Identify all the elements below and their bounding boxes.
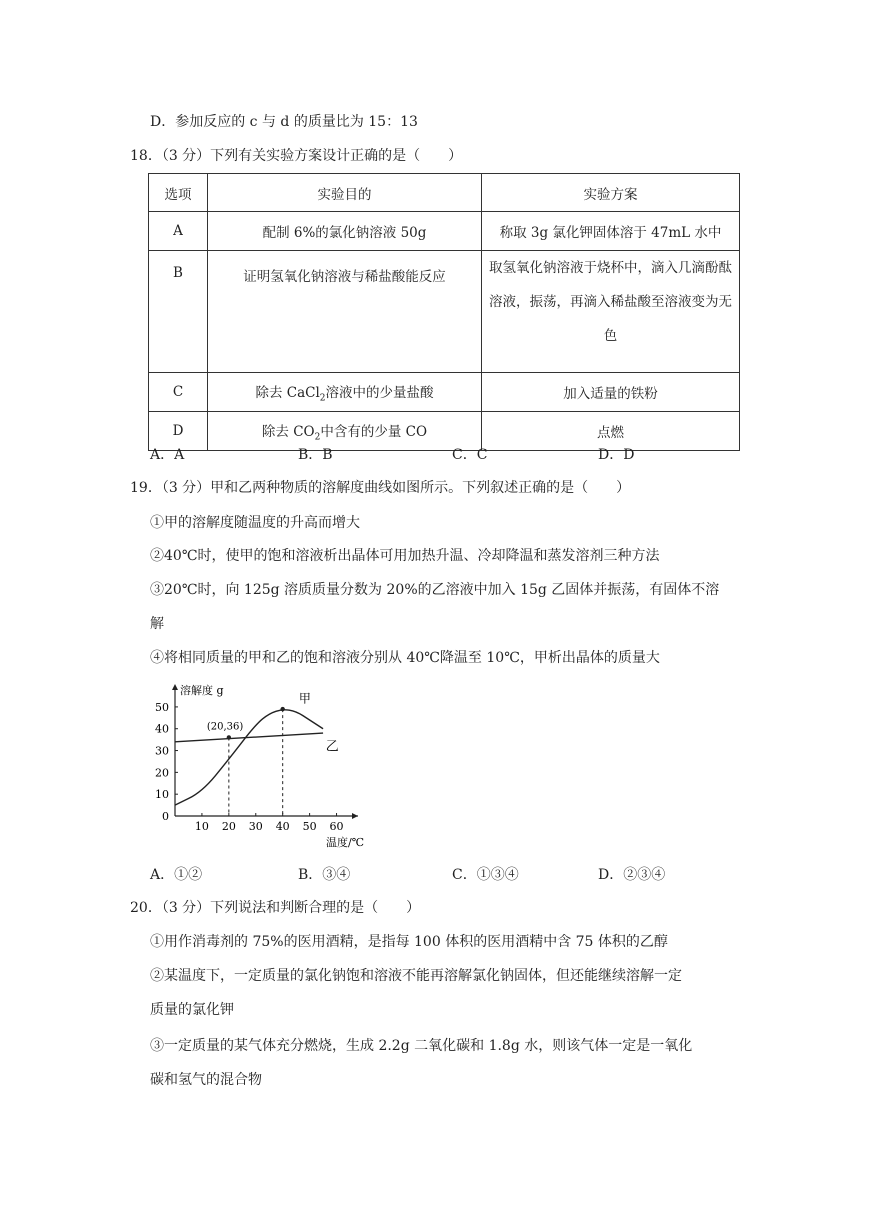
y-tick-label: 20 <box>155 766 169 780</box>
q19-choice-c[interactable]: C．①③④ <box>452 867 519 883</box>
q19-choice-d[interactable]: D．②③④ <box>598 867 666 883</box>
table-cell: C <box>149 373 208 412</box>
x-tick-label: 60 <box>329 820 344 833</box>
point-annotation: (20,36) <box>206 721 244 733</box>
data-point <box>280 707 284 711</box>
q20-statement-1: ①用作消毒剂的 75%的医用酒精，是指每 100 体积的医用酒精中含 75 体积的乙醇 <box>150 934 668 950</box>
table-cell: D <box>149 412 208 451</box>
q19-choice-b[interactable]: B．③④ <box>298 867 351 883</box>
q18-table <box>148 173 740 451</box>
q19-statement-3: ③20℃时，向 125g 溶质质量分数为 20%的乙溶液中加入 15g 乙固体并振荡，有固体不溶 <box>150 582 720 598</box>
q19-statement-3-cont: 解 <box>150 616 164 632</box>
table-cell: 除去 $CO_2$中含有的少量 CO <box>208 412 482 451</box>
y-tick-label: 0 <box>162 810 169 823</box>
q20-statement-3: ③一定质量的某气体充分燃烧，生成 2.2g 二氧化碳和 1.8g 水，则该气体一定是一氧化 <box>150 1038 693 1054</box>
q18-choice-c[interactable]: C．C <box>452 447 488 463</box>
table-cell: 取氢氧化钠溶液于烧杯中，滴入几滴酚酞溶液，振荡，再滴入稀盐酸至溶液变为无色 <box>482 251 740 373</box>
q18-stem: 18．（3 分）下列有关实验方案设计正确的是（ ） <box>130 148 463 164</box>
x-tick-label: 30 <box>248 820 263 833</box>
q20-statement-2-cont: 质量的氯化钾 <box>150 1002 234 1018</box>
table-cell: 配制 6%的氯化钠溶液 50g <box>208 212 482 251</box>
x-axis-arrow <box>352 813 358 819</box>
data-point <box>227 735 231 739</box>
q19-choice-a[interactable]: A．①② <box>150 867 203 883</box>
q20-statement-2: ②某温度下，一定质量的氯化钠饱和溶液不能再溶解氯化钠固体，但还能继续溶解一定 <box>150 968 682 984</box>
q20-stem: 20．（3 分）下列说法和判断合理的是（ ） <box>130 900 421 916</box>
table-header: 选项 <box>149 174 208 212</box>
y-axis-label: 溶解度 g <box>180 684 224 697</box>
series-yi-label: 乙 <box>325 739 339 755</box>
solubility-chart <box>150 680 365 850</box>
table-cell: A <box>149 212 208 251</box>
q20-statement-3-cont: 碳和氢气的混合物 <box>150 1072 262 1088</box>
q19-statement-1: ①甲的溶解度随温度的升高而增大 <box>150 515 360 531</box>
series-jia-label: 甲 <box>298 691 311 706</box>
table-cell: 证明氢氧化钠溶液与稀盐酸能反应 <box>208 251 482 373</box>
q19-statement-4: ④将相同质量的甲和乙的饱和溶液分别从 40℃降温至 10℃，甲析出晶体的质量大 <box>150 650 660 666</box>
x-tick-label: 50 <box>302 820 317 833</box>
q19-stem: 19．（3 分）甲和乙两种物质的溶解度曲线如图所示。下列叙述正确的是（ ） <box>130 480 631 496</box>
y-tick-label: 40 <box>155 722 169 736</box>
q18-choice-a[interactable]: A．A <box>150 447 185 463</box>
x-axis-label: 温度/℃ <box>326 836 365 849</box>
table-cell: 除去 CaCl$_2$溶液中的少量盐酸 <box>208 373 482 412</box>
y-axis-arrow <box>172 684 178 690</box>
x-tick-label: 10 <box>194 820 209 833</box>
q18-choice-b[interactable]: B．B <box>298 447 333 463</box>
x-tick-label: 40 <box>275 820 290 833</box>
table-header: 实验目的 <box>208 174 482 212</box>
series-jia-line <box>175 710 323 805</box>
table-header: 实验方案 <box>482 174 740 212</box>
y-tick-label: 30 <box>155 744 169 758</box>
q17-option-d: D．参加反应的 c 与 d 的质量比为 15：13 <box>150 114 418 130</box>
q18-choice-d[interactable]: D．D <box>598 447 635 463</box>
table-cell: B <box>149 251 208 373</box>
q19-statement-2: ②40℃时，使甲的饱和溶液析出晶体可用加热升温、冷却降温和蒸发溶剂三种方法 <box>150 548 660 564</box>
table-cell: 点燃 <box>482 412 740 451</box>
table-cell: 称取 3g 氯化钾固体溶于 47mL 水中 <box>482 212 740 251</box>
y-tick-label: 10 <box>155 788 169 802</box>
table-cell: 加入适量的铁粉 <box>482 373 740 412</box>
x-tick-label: 20 <box>221 820 236 833</box>
y-tick-label: 50 <box>155 700 169 714</box>
